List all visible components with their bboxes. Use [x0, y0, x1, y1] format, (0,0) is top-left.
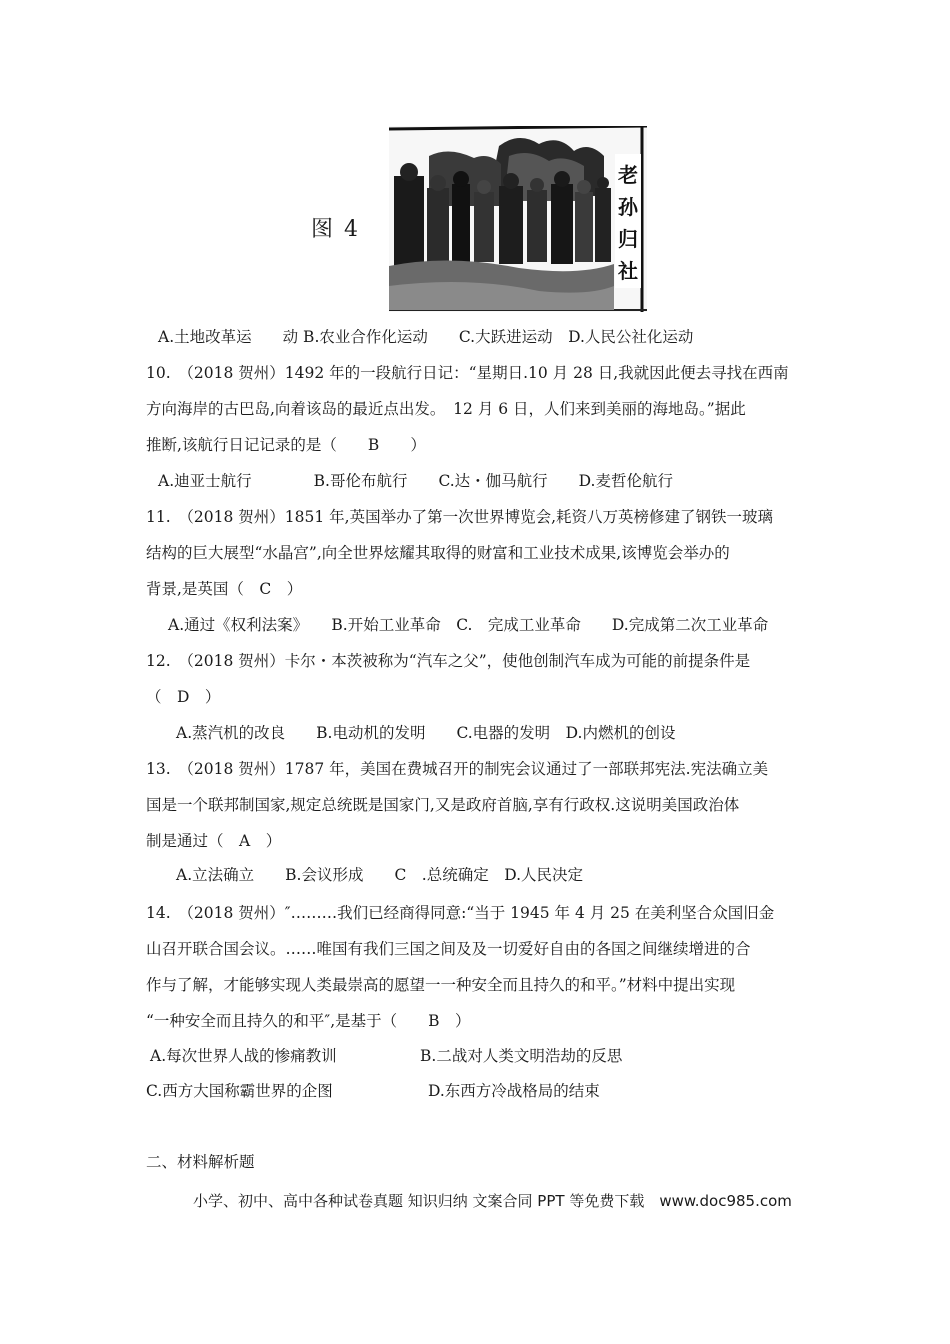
- q13-line2: 国是一个联邦制国家,规定总统既是国家门,又是政府首脑,享有行政权.这说明美国政治体: [146, 796, 740, 814]
- q10-options: A.迪亚士航行 B.哥伦布航行 C.达・伽马航行 D.麦哲伦航行: [158, 472, 673, 490]
- section-heading: 二、材料解析题: [146, 1153, 255, 1171]
- q10-line3: 推断,该航行日记记录的是（ B ）: [146, 436, 426, 454]
- svg-text:归: 归: [618, 227, 638, 251]
- q13-options: A.立法确立 B.会议形成 C .总统确定 D.人民决定: [176, 866, 584, 884]
- figure-woodcut-image: [389, 126, 647, 312]
- q14-line1: 14. （2018 贺州）″………我们已经商得同意:“当于 1945 年 4 月 25 在美利坚合众国旧金: [146, 904, 775, 922]
- svg-text:社: 社: [618, 259, 638, 283]
- q11-options: A.通过《权利法案》 B.开始工业革命 C. 完成工业革命 D.完成第二次工业革命: [168, 616, 769, 634]
- q14-line2: 山召开联合国会议。……唯国有我们三国之间及及一切爱好自由的各国之间继续增进的合: [146, 940, 751, 958]
- q12-line1: 12. （2018 贺州）卡尔・本茨被称为“汽车之父”，使他创制汽车成为可能的前提条件是: [146, 652, 751, 670]
- figure-label: 图 4: [311, 217, 360, 242]
- q14-line4: “一种安全而且持久的和平″,是基于（ B ）: [146, 1012, 471, 1030]
- q10-line2: 方向海岸的古巴岛,向着该岛的最近点出发。 12 月 6 日，人们来到美丽的海地岛。”据此: [146, 400, 746, 418]
- q14-option-a: A.每次世界人战的惨痛教训: [150, 1047, 337, 1065]
- q13-line3: 制是通过（ A ）: [146, 832, 282, 850]
- q14-option-c: C.西方大国称霸世界的企图: [146, 1082, 333, 1100]
- q12-line2: （ D ）: [146, 688, 221, 706]
- svg-text:孙: 孙: [618, 195, 638, 219]
- q10-line1: 10. （2018 贺州）1492 年的一段航行日记：“星期日.10 月 28 日,我就因此便去寻找在西南: [146, 364, 789, 382]
- q14-option-d: D.东西方冷战格局的结束: [428, 1082, 600, 1100]
- q9-options: A.土地改革运 动 B.农业合作化运动 C.大跃进运动 D.人民公社化运动: [158, 328, 694, 346]
- q14-option-b: B.二战对人类文明浩劫的反思: [420, 1047, 623, 1065]
- q11-line3: 背景,是英国（ C ）: [146, 580, 303, 598]
- q14-line3: 作与了解，才能够实现人类最崇高的愿望一一种安全而且持久的和平。”材料中提出实现: [146, 976, 736, 994]
- q11-line2: 结构的巨大展型“水晶宫”,向全世界炫耀其取得的财富和工业技术成果,该博览会举办的: [146, 544, 730, 562]
- footer-text: 小学、初中、高中各种试卷真题 知识归纳 文案合同 PPT 等免费下载 www.doc985.com: [193, 1192, 792, 1210]
- q13-line1: 13. （2018 贺州）1787 年，美国在费城召开的制宪会议通过了一部联邦宪法.宪法确立美: [146, 760, 769, 778]
- q11-line1: 11. （2018 贺州）1851 年,英国举办了第一次世界博览会,耗资八万英榜修建了钢铁一玻璃: [146, 508, 774, 526]
- svg-text:老: 老: [618, 163, 638, 187]
- q12-options: A.蒸汽机的改良 B.电动机的发明 C.电器的发明 D.内燃机的创设: [176, 724, 676, 742]
